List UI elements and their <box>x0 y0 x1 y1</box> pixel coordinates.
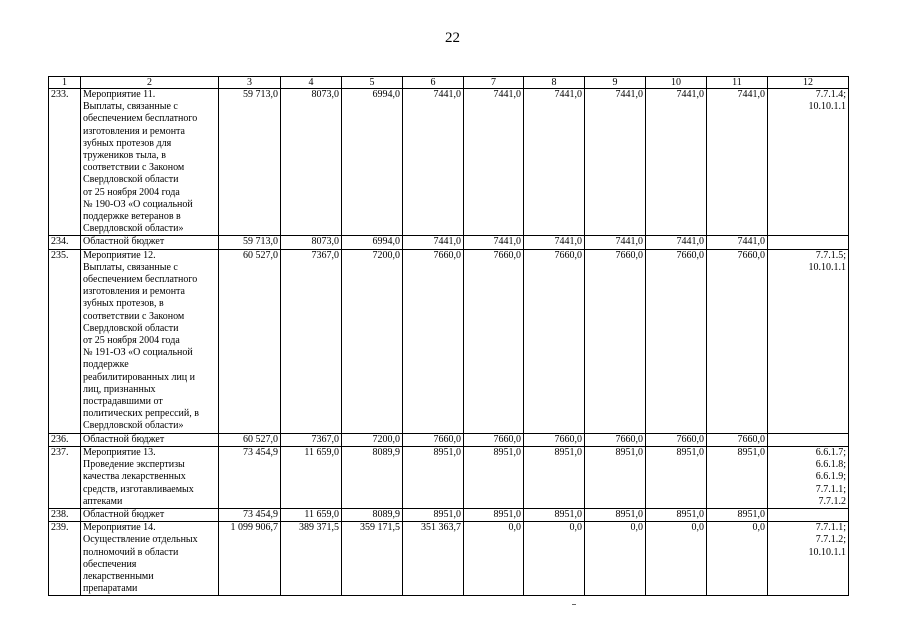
value-cell: 0,0 <box>464 522 524 596</box>
target-codes <box>768 433 849 446</box>
table-row <box>49 249 849 433</box>
value-cell: 7441,0 <box>585 89 646 236</box>
value-cell: 11 659,0 <box>281 508 342 521</box>
row-number: 233. <box>49 89 81 236</box>
column-number: 9 <box>585 77 646 89</box>
value-cell: 8951,0 <box>464 508 524 521</box>
value-cell: 7660,0 <box>585 249 646 433</box>
value-cell: 7660,0 <box>403 433 464 446</box>
value-cell: 60 527,0 <box>219 249 281 433</box>
value-cell: 7660,0 <box>646 433 707 446</box>
value-cell: 7660,0 <box>646 249 707 433</box>
value-cell: 6994,0 <box>342 236 403 249</box>
column-number: 3 <box>219 77 281 89</box>
value-cell: 8951,0 <box>707 508 768 521</box>
value-cell: 7660,0 <box>524 433 585 446</box>
value-cell: 8951,0 <box>524 508 585 521</box>
row-description: Областной бюджет <box>81 433 219 446</box>
value-cell: 8951,0 <box>464 446 524 508</box>
value-cell: 7200,0 <box>342 433 403 446</box>
value-cell: 7441,0 <box>524 236 585 249</box>
table-row <box>49 433 849 446</box>
value-cell: 7660,0 <box>707 249 768 433</box>
value-cell: 7660,0 <box>403 249 464 433</box>
value-cell: 7660,0 <box>464 249 524 433</box>
target-codes: 7.7.1.1; 7.7.1.2; 10.10.1.1 <box>768 522 849 596</box>
value-cell: 8951,0 <box>403 508 464 521</box>
target-codes <box>768 508 849 521</box>
value-cell: 0,0 <box>524 522 585 596</box>
row-number: 237. <box>49 446 81 508</box>
value-cell: 351 363,7 <box>403 522 464 596</box>
value-cell: 60 527,0 <box>219 433 281 446</box>
table-row <box>49 508 849 521</box>
value-cell: 6994,0 <box>342 89 403 236</box>
value-cell: 0,0 <box>646 522 707 596</box>
value-cell: 7441,0 <box>646 236 707 249</box>
value-cell: 7441,0 <box>646 89 707 236</box>
value-cell: 59 713,0 <box>219 236 281 249</box>
value-cell: 7441,0 <box>403 89 464 236</box>
value-cell: 7660,0 <box>585 433 646 446</box>
column-number: 7 <box>464 77 524 89</box>
value-cell: 7441,0 <box>707 89 768 236</box>
row-number: 238. <box>49 508 81 521</box>
column-number: 10 <box>646 77 707 89</box>
value-cell: 7660,0 <box>464 433 524 446</box>
table-row <box>49 236 849 249</box>
row-description: Мероприятие 12. Выплаты, связанные с обеспечением бесплатного изготовления и ремонта зубных протезов, в соответствии с Законом Свердловской области от 25 ноября 2004 года № 191-ОЗ «О социальной поддержке реабилитированных лиц и лиц, признанных пострадавшими от политических репрессий, в Свердловской области» <box>81 249 219 433</box>
value-cell: 7441,0 <box>464 89 524 236</box>
value-cell: 8089,9 <box>342 508 403 521</box>
value-cell: 7441,0 <box>524 89 585 236</box>
column-number: 12 <box>768 77 849 89</box>
row-number: 239. <box>49 522 81 596</box>
value-cell: 1 099 906,7 <box>219 522 281 596</box>
page-number: 22 <box>445 30 460 46</box>
column-number: 1 <box>49 77 81 89</box>
value-cell: 8951,0 <box>403 446 464 508</box>
table-row <box>49 89 849 236</box>
target-codes: 6.6.1.7; 6.6.1.8; 6.6.1.9; 7.7.1.1; 7.7.1.2 <box>768 446 849 508</box>
column-number: 2 <box>81 77 219 89</box>
target-codes: 7.7.1.4; 10.10.1.1 <box>768 89 849 236</box>
value-cell: 7441,0 <box>403 236 464 249</box>
value-cell: 7441,0 <box>707 236 768 249</box>
value-cell: 7660,0 <box>524 249 585 433</box>
value-cell: 73 454,9 <box>219 508 281 521</box>
budget-table <box>48 76 849 596</box>
row-description: Мероприятие 13. Проведение экспертизы качества лекарственных средств, изготавливаемых аптеками <box>81 446 219 508</box>
row-description: Областной бюджет <box>81 236 219 249</box>
value-cell: 8951,0 <box>524 446 585 508</box>
value-cell: 7660,0 <box>707 433 768 446</box>
column-number: 11 <box>707 77 768 89</box>
value-cell: 359 171,5 <box>342 522 403 596</box>
value-cell: 8951,0 <box>707 446 768 508</box>
value-cell: 11 659,0 <box>281 446 342 508</box>
row-description: Мероприятие 14. Осуществление отдельных полномочий в области обеспечения лекарственными препаратами <box>81 522 219 596</box>
row-number: 235. <box>49 249 81 433</box>
target-codes: 7.7.1.5; 10.10.1.1 <box>768 249 849 433</box>
target-codes <box>768 236 849 249</box>
column-number-row <box>49 77 849 89</box>
row-description: Областной бюджет <box>81 508 219 521</box>
row-description: Мероприятие 11. Выплаты, связанные с обеспечением бесплатного изготовления и ремонта зубных протезов для тружеников тыла, в соответствии с Законом Свердловской области от 25 ноября 2004 года № 190-ОЗ «О социальной поддержке ветеранов в Свердловской области» <box>81 89 219 236</box>
table-row <box>49 446 849 508</box>
value-cell: 8951,0 <box>646 446 707 508</box>
row-number: 236. <box>49 433 81 446</box>
value-cell: 7441,0 <box>585 236 646 249</box>
column-number: 6 <box>403 77 464 89</box>
table-row <box>49 522 849 596</box>
value-cell: 73 454,9 <box>219 446 281 508</box>
value-cell: 8951,0 <box>585 446 646 508</box>
value-cell: 389 371,5 <box>281 522 342 596</box>
value-cell: 7200,0 <box>342 249 403 433</box>
value-cell: 8089,9 <box>342 446 403 508</box>
value-cell: 8951,0 <box>646 508 707 521</box>
column-number: 8 <box>524 77 585 89</box>
value-cell: 7441,0 <box>464 236 524 249</box>
value-cell: 0,0 <box>585 522 646 596</box>
value-cell: 7367,0 <box>281 433 342 446</box>
value-cell: 7367,0 <box>281 249 342 433</box>
value-cell: 8073,0 <box>281 236 342 249</box>
value-cell: 0,0 <box>707 522 768 596</box>
column-number: 4 <box>281 77 342 89</box>
footer-mark <box>572 604 576 605</box>
value-cell: 59 713,0 <box>219 89 281 236</box>
value-cell: 8073,0 <box>281 89 342 236</box>
value-cell: 8951,0 <box>585 508 646 521</box>
row-number: 234. <box>49 236 81 249</box>
column-number: 5 <box>342 77 403 89</box>
